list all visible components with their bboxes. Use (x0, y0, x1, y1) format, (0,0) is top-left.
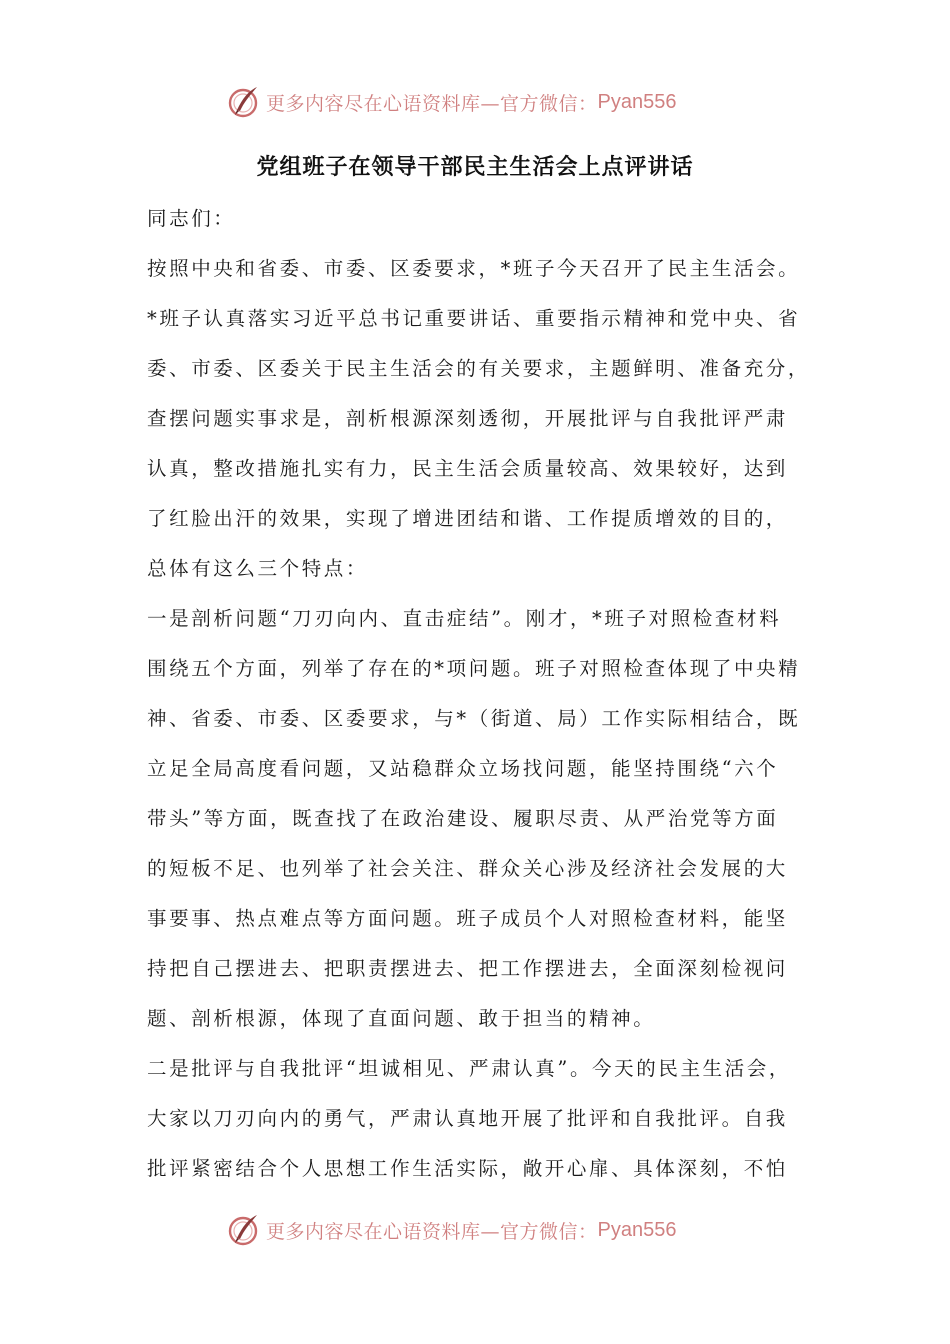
paragraph-line: 委、市委、区委关于民主生活会的有关要求，主题鲜明、准备充分， (147, 357, 811, 380)
wechat-id: Pyan556 (597, 90, 677, 113)
paragraph-line: 神、省委、市委、区委要求，与*（街道、局）工作实际相结合，既 (147, 707, 801, 730)
paragraph-line: 查摆问题实事求是，剖析根源深刻透彻，开展批评与自我批评严肃 (147, 407, 788, 430)
document-title: 党组班子在领导干部民主生活会上点评讲话 (256, 154, 694, 180)
paragraph-line: 事要事、热点难点等方面问题。班子成员个人对照检查材料，能坚 (147, 907, 788, 930)
paragraph-line: 题、剖析根源，体现了直面问题、敢于担当的精神。 (147, 1007, 656, 1030)
paragraph-line: *班子认真落实习近平总书记重要讲话、重要指示精神和党中央、省 (147, 307, 801, 330)
paragraph-line: 带头”等方面，既查找了在政治建设、履职尽责、从严治党等方面 (147, 807, 779, 830)
quill-logo-icon (226, 1212, 262, 1248)
paragraph-line: 了红脸出汗的效果，实现了增进团结和谐、工作提质增效的目的， (147, 507, 788, 530)
paragraph-line: 大家以刀刃向内的勇气，严肃认真地开展了批评和自我批评。自我 (147, 1107, 788, 1130)
paragraph-line: 持把自己摆进去、把职责摆进去、把工作摆进去，全面深刻检视问 (147, 957, 788, 980)
paragraph-line: 二是批评与自我批评“坦诚相见、严肃认真”。今天的民主生活会， (147, 1057, 791, 1080)
paragraph-line: 立足全局高度看问题，又站稳群众立场找问题，能坚持围绕“六个 (147, 757, 779, 780)
paragraph-line: 一是剖析问题“刀刃向内、直击症结”。刚才，*班子对照检查材料 (147, 607, 782, 630)
paragraph-line: 的短板不足、也列举了社会关注、群众关心涉及经济社会发展的大 (147, 857, 788, 880)
footer-banner (226, 1208, 746, 1252)
paragraph-line: 认真，整改措施扎实有力，民主生活会质量较高、效果较好，达到 (147, 457, 788, 480)
paragraph-line: 批评紧密结合个人思想工作生活实际，敞开心扉、具体深刻，不怕 (147, 1157, 788, 1180)
banner-text: 更多内容尽在心语资料库—官方微信： (266, 1220, 598, 1243)
document-body (147, 200, 827, 1200)
paragraph-line: 总体有这么三个特点： (147, 557, 369, 580)
paragraph-line: 按照中央和省委、市委、区委要求，*班子今天召开了民主生活会。 (147, 257, 801, 280)
wechat-id: Pyan556 (597, 1218, 677, 1241)
quill-logo-icon (226, 84, 262, 120)
banner-text: 更多内容尽在心语资料库—官方微信： (266, 92, 598, 115)
header-banner (226, 80, 746, 124)
paragraph-line: 同志们： (147, 207, 236, 230)
paragraph-line: 围绕五个方面，列举了存在的*项问题。班子对照检查体现了中央精 (147, 657, 801, 680)
